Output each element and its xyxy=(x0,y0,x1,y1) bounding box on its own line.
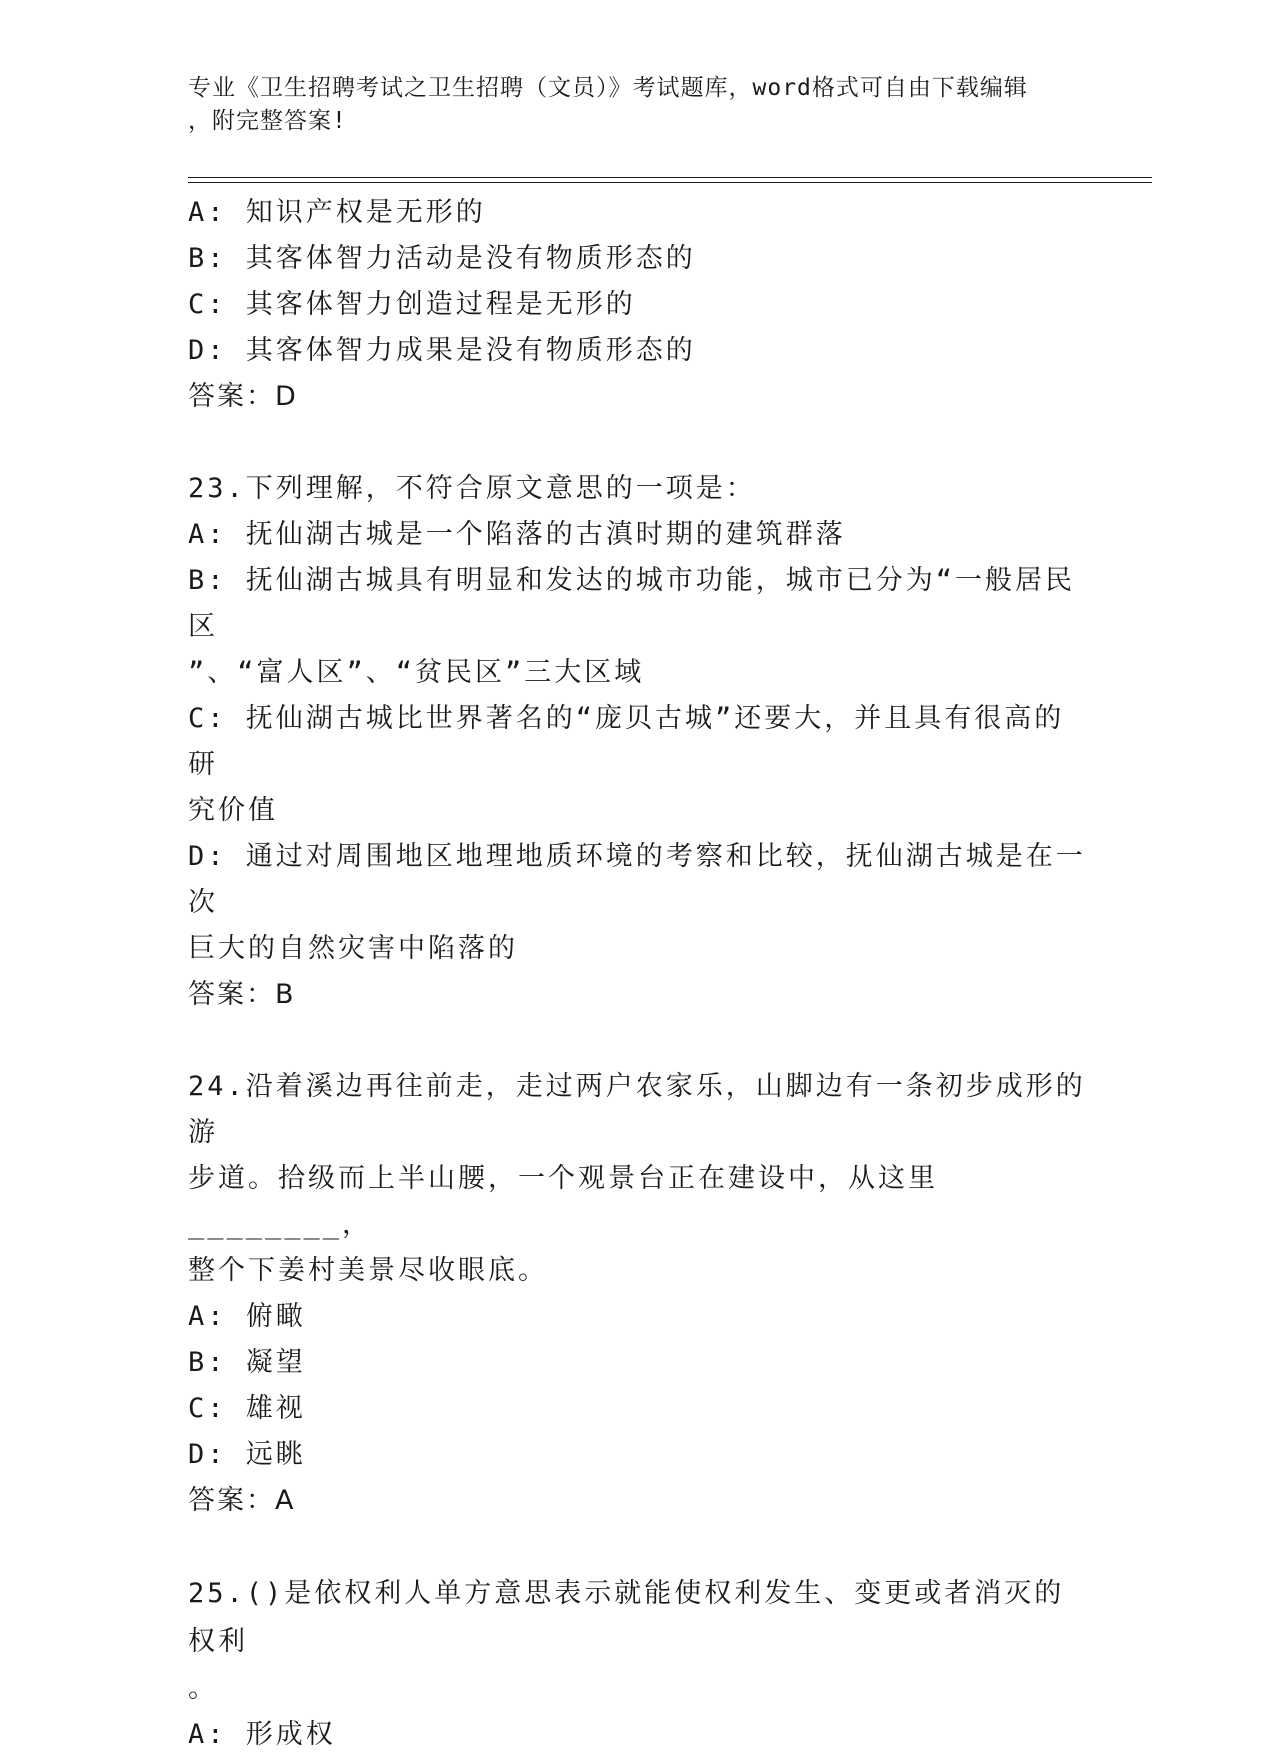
option-d: D: 其客体智力成果是没有物质形态的 xyxy=(188,335,696,366)
document-header xyxy=(188,72,1088,138)
option-a: A: 形成权 xyxy=(188,1719,336,1750)
header-line-2: ，附完整答案! xyxy=(188,108,347,134)
header-line-1: 专业《卫生招聘考试之卫生招聘（文员）》考试题库，word格式可自由下载编辑 xyxy=(188,75,1028,101)
header-divider-top xyxy=(188,177,1152,178)
option-c: C: 其客体智力创造过程是无形的 xyxy=(188,289,636,320)
question-23 xyxy=(188,466,1088,1018)
question-stem-line-2: 步道。拾级而上半山腰，一个观景台正在建设中，从这里________， xyxy=(188,1163,938,1240)
option-d-line-1: D: 通过对周围地区地理地质环境的考察和比较，抚仙湖古城是在一次 xyxy=(188,841,1086,918)
question-stem-line-1: 25.()是依权利人单方意思表示就能使权利发生、变更或者消灭的权利 xyxy=(188,1578,1065,1657)
option-d-line-2: 巨大的自然灾害中陷落的 xyxy=(188,933,518,964)
question-25 xyxy=(188,1570,1088,1758)
answer: 答案：B xyxy=(188,979,296,1010)
option-b-line-1: B: 抚仙湖古城具有明显和发达的城市功能，城市已分为“一般居民区 xyxy=(188,565,1076,642)
question-24 xyxy=(188,1064,1088,1524)
question-stem: 23.下列理解，不符合原文意思的一项是： xyxy=(188,473,756,504)
document-body xyxy=(188,190,1088,1758)
option-b: B: 其客体智力活动是没有物质形态的 xyxy=(188,243,696,274)
option-a: A: 抚仙湖古城是一个陷落的古滇时期的建筑群落 xyxy=(188,519,846,550)
option-d: D: 远眺 xyxy=(188,1439,306,1470)
question-22 xyxy=(188,190,1088,420)
option-c-line-2: 究价值 xyxy=(188,795,278,826)
answer: 答案：A xyxy=(188,1485,296,1516)
header-divider-bottom xyxy=(188,182,1152,183)
question-stem-line-2: 。 xyxy=(188,1673,218,1704)
option-b-line-2: ”、“富人区”、“贫民区”三大区域 xyxy=(188,657,645,688)
option-a: A: 俯瞰 xyxy=(188,1301,306,1332)
option-c-line-1: C: 抚仙湖古城比世界著名的“庞贝古城”还要大，并且具有很高的研 xyxy=(188,703,1065,780)
option-c: C: 雄视 xyxy=(188,1393,306,1424)
option-b: B: 凝望 xyxy=(188,1347,306,1378)
question-stem-line-1: 24.沿着溪边再往前走，走过两户农家乐，山脚边有一条初步成形的游 xyxy=(188,1071,1086,1148)
option-a: A: 知识产权是无形的 xyxy=(188,197,486,228)
question-stem-line-3: 整个下姜村美景尽收眼底。 xyxy=(188,1255,548,1286)
answer: 答案：D xyxy=(188,381,298,412)
